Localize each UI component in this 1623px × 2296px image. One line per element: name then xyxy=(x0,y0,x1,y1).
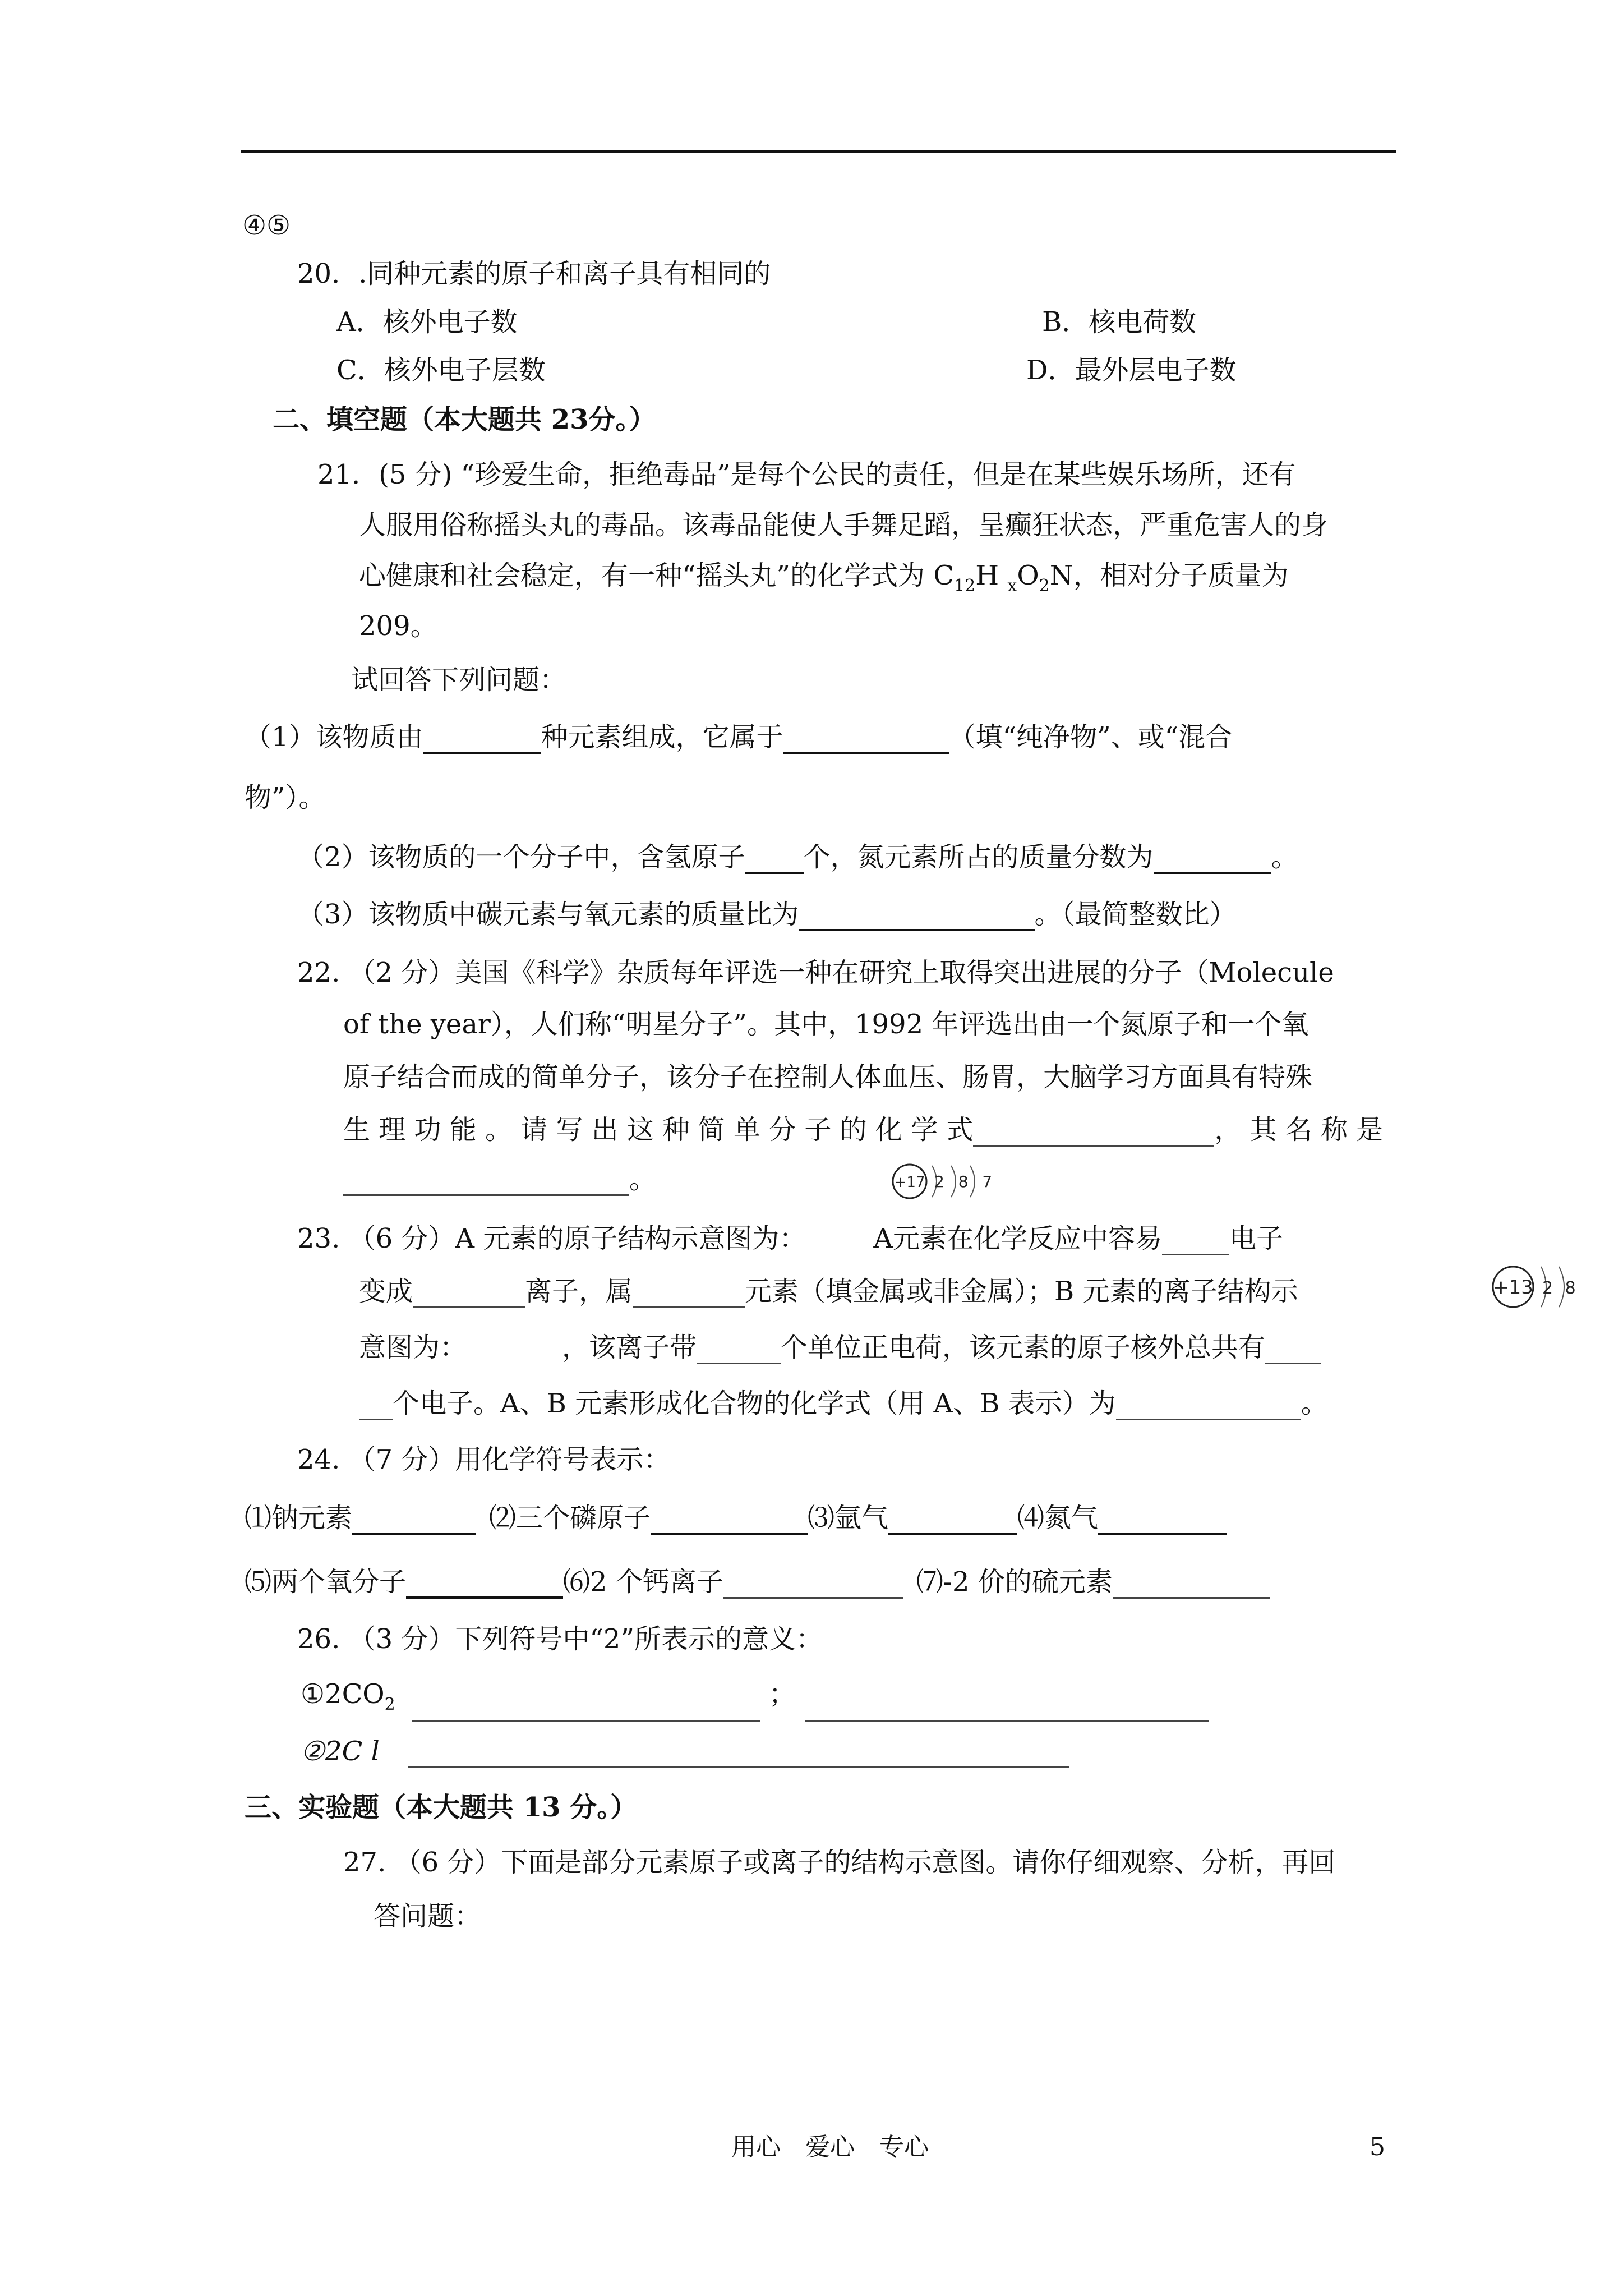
q23-line2: 变成 离子，属 元素（填金属或非金属）；B 元素的离子结构示 xyxy=(359,1276,1298,1307)
q27-line1: 27. （6 分）下面是部分元素原子或离子的结构示意图。请你仔细观察、分析，再回 xyxy=(343,1847,1336,1878)
q26-blank-2[interactable] xyxy=(408,1742,1069,1768)
q24-blank-3[interactable] xyxy=(888,1508,1017,1535)
q21-blank-classification[interactable] xyxy=(783,727,949,754)
atom-a-structure-diagram xyxy=(889,1161,997,1200)
q20-option-d: D．最外层电子数 xyxy=(1026,355,1237,386)
q21-blank-nitrogen-fraction[interactable] xyxy=(1154,847,1271,874)
q22-line5: 。 xyxy=(343,1162,656,1196)
q21-blank-elements[interactable] xyxy=(423,727,541,754)
q21-part3: （3）该物质中碳元素与氧元素的质量比为 。（最简整数比） xyxy=(297,899,1237,930)
section-2-heading: 二、填空题（本大题共 23分。） xyxy=(273,404,656,435)
q21-part1: （1）该物质由 种元素组成，它属于 （填“纯净物”、或“混合 xyxy=(245,721,1233,753)
page-number: 5 xyxy=(1370,2133,1385,2161)
q23-blank-metal-type[interactable] xyxy=(633,1282,745,1308)
atom-a-shell-electrons: 2 8 7 xyxy=(934,1172,997,1191)
q24-blank-5[interactable] xyxy=(406,1572,563,1599)
q20-option-b: B．核电荷数 xyxy=(1042,306,1197,338)
q26-stem: 26. （3 分）下列符号中“2”所表示的意义： xyxy=(297,1623,823,1655)
q21-line1: 21．(5 分) “珍爱生命，拒绝毒品”是每个公民的责任，但是在某些娱乐场所，还有 xyxy=(317,459,1296,490)
q24-row2: ⑸两个氧分子 ⑹2 个钙离子 ⑺-2 价的硫元素 xyxy=(245,1565,1270,1599)
q22-blank-formula[interactable] xyxy=(973,1120,1214,1147)
q20-option-a: A．核外电子数 xyxy=(336,306,518,338)
q23-blank-compound-formula[interactable] xyxy=(1116,1394,1301,1420)
q24-stem: 24. （7 分）用化学符号表示： xyxy=(297,1444,671,1475)
q21-part2: （2）该物质的一个分子中，含氢原子 个，氮元素所占的质量分数为 。 xyxy=(297,841,1298,873)
q22-line1: 22. （2 分）美国《科学》杂质每年评选一种在研究上取得突出进展的分子（Molecule xyxy=(297,957,1334,988)
q21-blank-mass-ratio[interactable] xyxy=(799,904,1035,931)
q23-line3: 意图为： ，该离子带 个单位正电荷，该元素的原子核外总共有 xyxy=(359,1331,1321,1364)
atom-b-shell-electrons: 2 8 xyxy=(1542,1278,1579,1298)
q24-row1: ⑴钠元素 ⑵三个磷原子 ⑶氩气 ⑷氮气 xyxy=(245,1501,1227,1535)
q23-blank-total-electrons[interactable] xyxy=(1265,1338,1321,1364)
q22-line2: of the year），人们称“明星分子”。其中，1992 年评选出由一个氮原子和一个氧 xyxy=(343,1009,1309,1040)
q21-prompt: 试回答下列问题： xyxy=(351,664,567,696)
q20-stem: 20．.同种元素的原子和离子具有相同的 xyxy=(297,258,771,289)
q24-blank-7[interactable] xyxy=(1113,1572,1270,1599)
q23-line1: 23. （6 分）A 元素的原子结构示意图为： A元素在化学反应中容易 电子 xyxy=(297,1223,1284,1254)
q26-item2: ②2C l xyxy=(301,1734,1069,1768)
q23-blank-total-electrons-cont[interactable] xyxy=(359,1394,393,1420)
section-3-heading: 三、实验题（本大题共 13 分。） xyxy=(245,1792,638,1823)
q21-line3: 心健康和社会稳定，有一种“摇头丸”的化学式为 $C_{12}H$ $_xO_2N$，相对分子质量为 xyxy=(359,560,1289,596)
header-rule xyxy=(241,150,1396,153)
q20-option-c: C．核外电子层数 xyxy=(336,355,546,386)
q24-blank-4[interactable] xyxy=(1098,1508,1227,1535)
q22-line4: 生 理 功 能 。 请 写 出 这 种 简 单 分 子 的 化 学 式 ， 其 名 称 是 xyxy=(343,1114,1384,1145)
q24-blank-1[interactable] xyxy=(352,1508,476,1535)
q23-line4: 个电子。A、B 元素形成化合物的化学式（用 A、B 表示）为 。 xyxy=(359,1387,1328,1420)
q26-item1: $①2CO_2$ ； xyxy=(301,1677,1209,1722)
q21-blank-hydrogen[interactable] xyxy=(745,847,804,874)
q21-line4: 209。 xyxy=(359,610,437,642)
atom-b-nucleus-label: +13 xyxy=(1493,1276,1533,1299)
q23-blank-ion-type[interactable] xyxy=(413,1282,525,1308)
q23-blank-charge[interactable] xyxy=(697,1338,781,1364)
q22-line3: 原子结合而成的简单分子，该分子在控制人体血压、肠胃，大脑学习方面具有特殊 xyxy=(343,1061,1313,1093)
q26-blank-1b[interactable] xyxy=(805,1695,1209,1722)
top-fragment: ④⑤ xyxy=(242,210,291,241)
q21-part1-cont: 物”）。 xyxy=(245,782,326,813)
atom-b-structure-diagram xyxy=(1490,1261,1590,1312)
q24-blank-2[interactable] xyxy=(651,1508,808,1535)
q26-blank-1a[interactable] xyxy=(412,1695,760,1722)
q23-blank-gain-lose[interactable] xyxy=(1162,1229,1229,1255)
q21-line2: 人服用俗称摇头丸的毒品。该毒品能使人手舞足蹈，呈癫狂状态，严重危害人的身 xyxy=(359,509,1329,541)
q27-line2: 答问题： xyxy=(374,1901,482,1932)
atom-a-nucleus-label: +17 xyxy=(894,1174,925,1191)
footer-motto: 用心 爱心 专心 xyxy=(731,2133,929,2161)
q24-blank-6[interactable] xyxy=(723,1572,903,1599)
q22-blank-name[interactable] xyxy=(343,1170,629,1196)
